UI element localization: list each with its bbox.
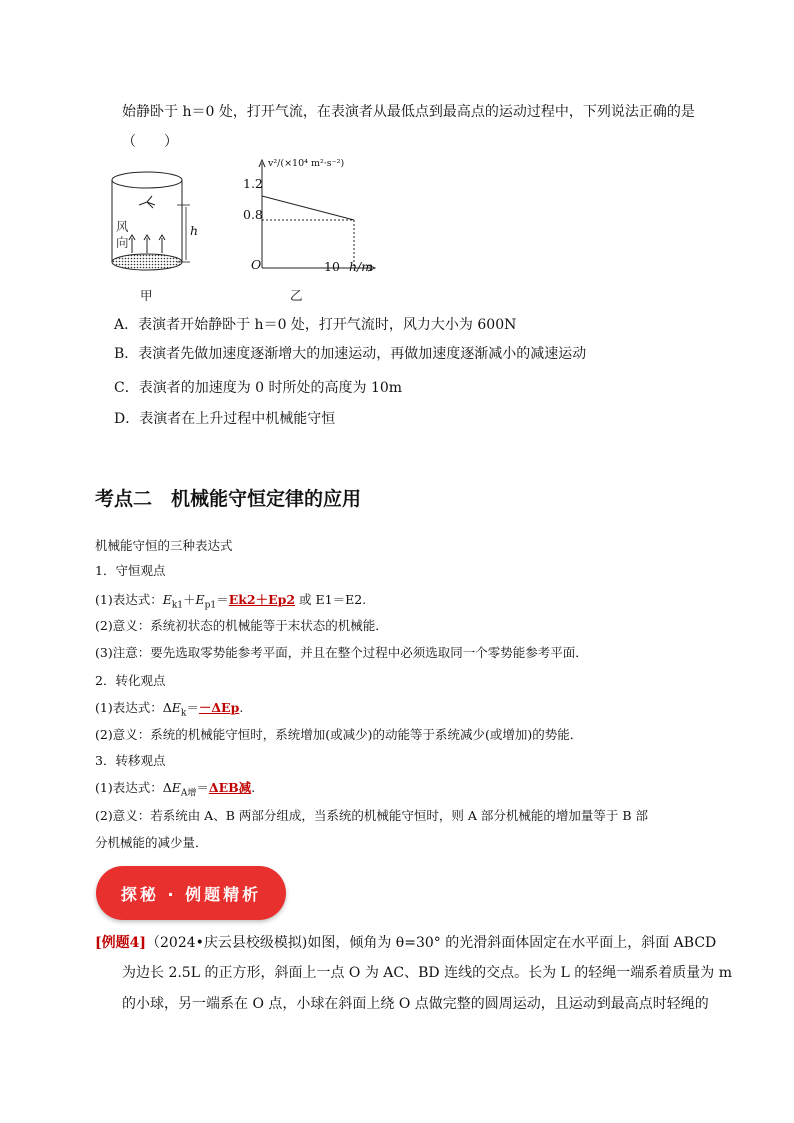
direction-label: 向 — [116, 235, 129, 250]
view2-answer: －ΔEp — [198, 700, 240, 715]
x-axis-label: h/m — [349, 259, 374, 274]
example-line1: [例题4]（2024•庆云县校级模拟)如图，倾角为 θ=30° 的光滑斜面体固定在水平面上，斜面 ABCD — [95, 935, 717, 951]
option-c: C．表演者的加速度为 0 时所处的高度为 10m — [114, 380, 403, 396]
figure-caption-jia: 甲 — [140, 288, 153, 303]
option-a: A．表演者开始静卧于 h＝0 处，打开气流时，风力大小为 600N — [114, 317, 517, 333]
question-intro-line: 始静卧于 h＝0 处，打开气流，在表演者从最低点到最高点的运动过程中，下列说法正确的是 — [122, 104, 695, 120]
y-axis-label: v²/(×10⁴ m²·s⁻²) — [268, 158, 345, 169]
y-tick-0.8: 0.8 — [243, 207, 263, 222]
view3-expression: (1)表达式：$\Delta E_{A增}=\Delta EB$减. — [95, 780, 256, 799]
height-label: h — [190, 223, 199, 238]
view3-heading: 3．转移观点 — [95, 753, 166, 768]
view2-heading: 2．转化观点 — [95, 673, 166, 688]
view3-meaning-line2: 分机械能的减少量． — [95, 835, 208, 850]
option-d: D．表演者在上升过程中机械能守恒 — [114, 411, 336, 427]
figure-caption-yi: 乙 — [290, 288, 303, 303]
subtitle: 机械能守恒的三种表达式 — [95, 538, 233, 553]
view3-meaning-line1: (2)意义：若系统由 A、B 两部分组成，当系统的机械能守恒时，则 A 部分机械能的增加量等于 B 部 — [95, 808, 648, 823]
answer-blank: （ ） — [122, 134, 178, 150]
section-title: 考点二 机械能守恒定律的应用 — [95, 488, 362, 510]
series-line — [262, 196, 354, 220]
example-banner — [96, 866, 286, 920]
y-tick-1.2: 1.2 — [243, 176, 263, 191]
x-tick-10: 10 — [324, 259, 340, 274]
view2-meaning: (2)意义：系统的机械能守恒时，系统增加(或减少)的动能等于系统减少(或增加)的势能． — [95, 727, 583, 742]
example-line3: 的小球，另一端系在 O 点，小球在斜面上绕 O 点做完整的圆周运动，且运动到最高点时轻绳的 — [122, 996, 709, 1012]
example-line2: 为边长 2.5L 的正方形，斜面上一点 O 为 AC、BD 连线的交点。长为 L 的轻绳一端系着质量为 m — [122, 965, 732, 981]
view1-note: (3)注意：要先选取零势能参考平面，并且在整个过程中必须选取同一个零势能参考平面． — [95, 645, 588, 660]
example-label: [例题4] — [95, 935, 146, 951]
chart-origin: O — [251, 257, 262, 272]
view1-meaning: (2)意义：系统初状态的机械能等于末状态的机械能． — [95, 618, 388, 633]
view1-expression: (1)表达式：$E_{k1}+E_{p1}=Ek2+Ep2$ 或 E1＝E2. — [95, 592, 367, 611]
view1-heading: 1．守恒观点 — [95, 563, 166, 578]
example-banner-text: 探秘 · 例题精析 — [120, 884, 262, 904]
wind-label: 风 — [116, 219, 129, 234]
view3-answer: ΔEB减 — [208, 780, 252, 795]
view2-expression: (1)表达式：$\Delta E_k=-\Delta Ep$. — [95, 700, 244, 719]
option-b: B．表演者先做加速度逐渐增大的加速运动，再做加速度逐渐减小的减速运动 — [114, 346, 587, 362]
view1-answer: Ek2＋Ep2 — [228, 592, 296, 607]
